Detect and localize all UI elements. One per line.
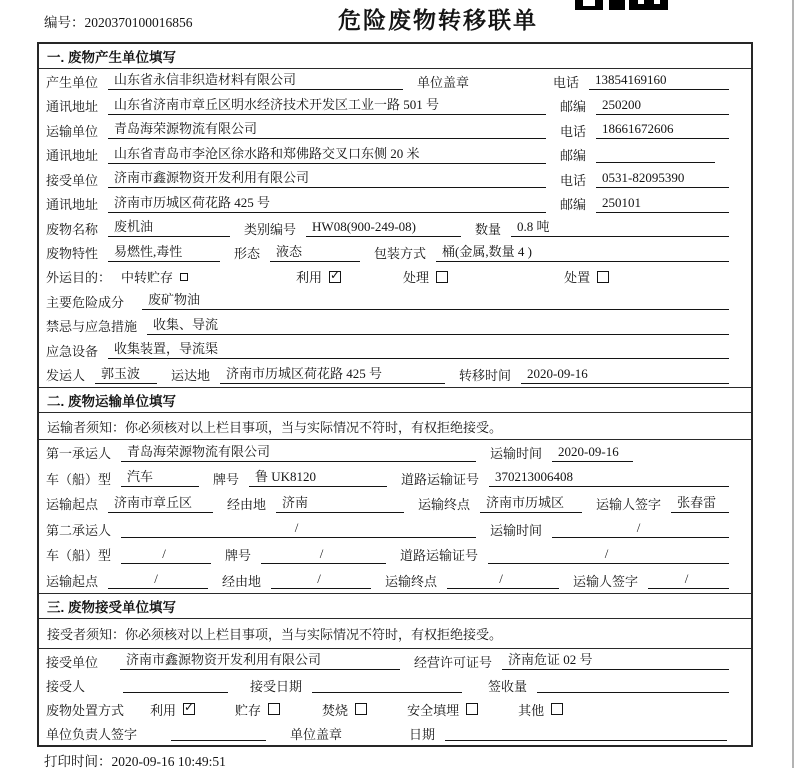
checkbox-label: 利用 bbox=[296, 270, 323, 286]
field-label: 牌号 bbox=[213, 471, 240, 487]
field-value: HW08(900-249-08) bbox=[306, 219, 461, 237]
print-time bbox=[44, 750, 226, 768]
field-value: 收集、导流 bbox=[147, 317, 729, 335]
qr-block bbox=[654, 0, 660, 4]
field-value: 桶(金属,数量 4 ) bbox=[436, 244, 729, 262]
static-text: 单位盖章 bbox=[290, 726, 343, 742]
field-value: / bbox=[271, 571, 371, 589]
field-label: 接受人 bbox=[46, 678, 86, 694]
field-label: 禁忌与应急措施 bbox=[46, 319, 138, 335]
qr-code-fragment bbox=[575, 0, 668, 10]
section-header: 二. 废物运输单位填写 bbox=[39, 388, 751, 413]
section-rows bbox=[39, 649, 751, 745]
qr-block bbox=[629, 0, 668, 10]
field-label: 车（船）型 bbox=[46, 548, 112, 564]
field-label: 经营许可证号 bbox=[414, 654, 493, 670]
form-table bbox=[37, 42, 753, 747]
field-label: 签收量 bbox=[488, 678, 528, 694]
field-label: 运输起点 bbox=[46, 573, 99, 589]
checkbox-option bbox=[403, 267, 448, 286]
checkbox-option bbox=[296, 267, 341, 286]
field-label: 道路运输证号 bbox=[400, 548, 479, 564]
field-label: 通讯地址 bbox=[46, 148, 99, 164]
field-value: 收集装置，导流渠 bbox=[108, 341, 729, 359]
field-value: 250200 bbox=[596, 97, 729, 115]
field-label: 牌号 bbox=[225, 548, 252, 564]
field-value: 废机油 bbox=[108, 219, 230, 237]
form-row bbox=[39, 93, 751, 117]
doc-number-value: 2020370100016856 bbox=[84, 15, 193, 30]
qr-block bbox=[638, 0, 644, 4]
form-row bbox=[39, 542, 751, 568]
checkbox-option bbox=[518, 700, 563, 719]
field-label: 运输时间 bbox=[490, 522, 543, 538]
field-label: 电话 bbox=[560, 123, 587, 139]
section-rows bbox=[39, 440, 751, 593]
field-value: / bbox=[121, 546, 211, 564]
checkbox-label: 利用 bbox=[150, 702, 177, 718]
checkbox-unchecked bbox=[466, 703, 478, 715]
field-value: 370213006408 bbox=[489, 469, 729, 487]
doc-title: 危险废物转移联单 bbox=[338, 7, 538, 33]
checkbox-option bbox=[121, 267, 188, 286]
field-label: 车（船）型 bbox=[46, 471, 112, 487]
field-value bbox=[596, 147, 715, 163]
field-value: / bbox=[552, 520, 729, 538]
field-label: 运输终点 bbox=[385, 573, 438, 589]
field-value: 山东省永信非织造材料有限公司 bbox=[108, 72, 403, 90]
field-value: / bbox=[447, 571, 559, 589]
checkbox-label: 中转贮存 bbox=[121, 270, 174, 286]
field-label: 废物处置方式 bbox=[46, 702, 125, 718]
section-header: 三. 废物接受单位填写 bbox=[39, 594, 751, 619]
form-row bbox=[39, 363, 751, 387]
form-row bbox=[39, 118, 751, 142]
field-value bbox=[123, 677, 228, 693]
checkbox-checked bbox=[329, 271, 341, 283]
field-value: 青岛海荣源物流有限公司 bbox=[108, 121, 546, 139]
field-label: 废物名称 bbox=[46, 221, 99, 237]
field-label: 道路运输证号 bbox=[401, 471, 480, 487]
form-row bbox=[39, 216, 751, 240]
field-label: 运输时间 bbox=[490, 446, 543, 462]
form-row bbox=[39, 517, 751, 543]
field-label: 邮编 bbox=[560, 197, 587, 213]
checkbox-unchecked bbox=[597, 271, 609, 283]
checkbox-option bbox=[150, 700, 195, 719]
field-value: 济南危证 02 号 bbox=[502, 652, 729, 670]
field-label: 包装方式 bbox=[374, 246, 427, 262]
form-row bbox=[39, 673, 751, 697]
field-label: 接受日期 bbox=[250, 678, 303, 694]
doc-number bbox=[44, 11, 193, 31]
field-label: 运输起点 bbox=[46, 497, 99, 513]
field-label: 电话 bbox=[560, 172, 587, 188]
field-value: 济南市章丘区 bbox=[108, 495, 213, 513]
section-note: 运输者须知：你必须核对以上栏目事项，当与实际情况不符时，有权拒绝接受。 bbox=[39, 413, 751, 440]
field-label: 第一承运人 bbox=[46, 446, 112, 462]
form-section-3 bbox=[39, 593, 751, 745]
checkbox-option bbox=[322, 700, 367, 719]
form-row bbox=[39, 491, 751, 517]
checkbox-label: 安全填埋 bbox=[407, 702, 460, 718]
field-value: 鲁 UK8120 bbox=[249, 469, 387, 487]
form-row bbox=[39, 440, 751, 466]
field-value: 13854169160 bbox=[589, 72, 729, 90]
field-label: 通讯地址 bbox=[46, 197, 99, 213]
field-value: 2020-09-16 bbox=[552, 444, 633, 462]
field-label: 应急设备 bbox=[46, 343, 99, 359]
field-value: 济南 bbox=[276, 495, 404, 513]
field-value: 青岛海荣源物流有限公司 bbox=[121, 444, 476, 462]
form-row bbox=[39, 69, 751, 93]
checkbox-unchecked bbox=[436, 271, 448, 283]
field-value: 济南市历城区荷花路 425 号 bbox=[220, 366, 445, 384]
section-rows bbox=[39, 69, 751, 387]
field-value: / bbox=[488, 546, 729, 564]
form-row bbox=[39, 338, 751, 362]
field-label: 形态 bbox=[234, 246, 261, 262]
field-value: / bbox=[108, 571, 208, 589]
checkbox-option bbox=[407, 700, 478, 719]
field-label: 类别编号 bbox=[244, 221, 297, 237]
field-label: 发运人 bbox=[46, 368, 86, 384]
form-row bbox=[39, 265, 751, 289]
form-row bbox=[39, 568, 751, 594]
field-label: 单位负责人签字 bbox=[46, 726, 138, 742]
field-label: 通讯地址 bbox=[46, 99, 99, 115]
checkbox-label: 焚烧 bbox=[322, 702, 349, 718]
field-label: 运输人签字 bbox=[596, 497, 662, 513]
field-value: 18661672606 bbox=[596, 121, 729, 139]
section-header: 一. 废物产生单位填写 bbox=[39, 44, 751, 69]
field-value: 0.8 吨 bbox=[511, 219, 729, 237]
form-row bbox=[39, 466, 751, 492]
form-row bbox=[39, 721, 751, 745]
field-value bbox=[312, 677, 462, 693]
field-value: 济南市鑫源物资开发利用有限公司 bbox=[108, 170, 546, 188]
field-label: 产生单位 bbox=[46, 74, 99, 90]
field-label: 接受单位 bbox=[46, 654, 99, 670]
form-row bbox=[39, 191, 751, 215]
field-label: 运达地 bbox=[171, 368, 211, 384]
qr-block bbox=[609, 0, 625, 10]
field-value: 济南市历城区荷花路 425 号 bbox=[108, 195, 546, 213]
field-value: / bbox=[261, 546, 386, 564]
field-value: / bbox=[121, 520, 476, 538]
field-label: 转移时间 bbox=[459, 368, 512, 384]
print-time-value: 2020-09-16 10:49:51 bbox=[111, 754, 226, 768]
field-label: 接受单位 bbox=[46, 172, 99, 188]
field-label: 废物特性 bbox=[46, 246, 99, 262]
field-label: 主要危险成分 bbox=[46, 294, 125, 310]
field-label: 邮编 bbox=[560, 99, 587, 115]
field-value: / bbox=[648, 571, 729, 589]
field-label: 运输单位 bbox=[46, 123, 99, 139]
field-value bbox=[445, 725, 727, 741]
form-row bbox=[39, 167, 751, 191]
form-row bbox=[39, 289, 751, 313]
field-value: 汽车 bbox=[121, 469, 199, 487]
form-row bbox=[39, 314, 751, 338]
field-value bbox=[171, 725, 266, 741]
field-label: 日期 bbox=[409, 726, 436, 742]
field-value: 液态 bbox=[270, 244, 360, 262]
field-label: 经由地 bbox=[227, 497, 267, 513]
form-row bbox=[39, 649, 751, 673]
checkbox-unchecked bbox=[180, 273, 188, 281]
field-label: 电话 bbox=[553, 74, 580, 90]
checkbox-unchecked bbox=[551, 703, 563, 715]
form-section-2 bbox=[39, 387, 751, 593]
field-value: 山东省济南市章丘区明水经济技术开发区工业一路 501 号 bbox=[108, 97, 546, 115]
page-edge-line bbox=[792, 0, 794, 768]
field-value: 废矿物油 bbox=[142, 292, 729, 310]
field-label: 经由地 bbox=[222, 573, 262, 589]
field-label: 数量 bbox=[475, 221, 502, 237]
field-value: 山东省青岛市李沧区徐水路和郑佛路交叉口东侧 20 米 bbox=[108, 146, 546, 164]
section-note: 接受者须知：你必须核对以上栏目事项，当与实际情况不符时，有权拒绝接受。 bbox=[39, 619, 751, 649]
field-value: 易燃性,毒性 bbox=[108, 244, 220, 262]
field-value: 0531-82095390 bbox=[596, 170, 729, 188]
checkbox-label: 贮存 bbox=[235, 702, 262, 718]
field-value: 250101 bbox=[596, 195, 729, 213]
checkbox-label: 其他 bbox=[518, 702, 545, 718]
field-label: 运输人签字 bbox=[573, 573, 639, 589]
form-section-1 bbox=[39, 44, 751, 387]
field-value: 张春雷 bbox=[671, 495, 729, 513]
field-value: 2020-09-16 bbox=[521, 366, 729, 384]
field-value: 郭玉波 bbox=[95, 366, 157, 384]
checkbox-unchecked bbox=[355, 703, 367, 715]
checkbox-option bbox=[235, 700, 280, 719]
form-row bbox=[39, 142, 751, 166]
print-time-label: 打印时间： bbox=[44, 754, 112, 768]
checkbox-unchecked bbox=[268, 703, 280, 715]
field-label: 运输终点 bbox=[418, 497, 471, 513]
field-value: 济南市历城区 bbox=[480, 495, 582, 513]
checkbox-checked bbox=[183, 703, 195, 715]
form-row bbox=[39, 697, 751, 721]
field-value bbox=[537, 677, 729, 693]
checkbox-option bbox=[564, 267, 609, 286]
form-row bbox=[39, 240, 751, 264]
field-label: 邮编 bbox=[560, 148, 587, 164]
field-label: 第二承运人 bbox=[46, 522, 112, 538]
checkbox-label: 处置 bbox=[564, 270, 591, 286]
doc-number-label: 编号： bbox=[44, 15, 85, 30]
qr-block bbox=[583, 0, 595, 6]
static-text: 单位盖章 bbox=[417, 74, 470, 90]
field-label: 外运目的： bbox=[46, 270, 112, 286]
field-value: 济南市鑫源物资开发利用有限公司 bbox=[120, 652, 400, 670]
checkbox-label: 处理 bbox=[403, 270, 430, 286]
